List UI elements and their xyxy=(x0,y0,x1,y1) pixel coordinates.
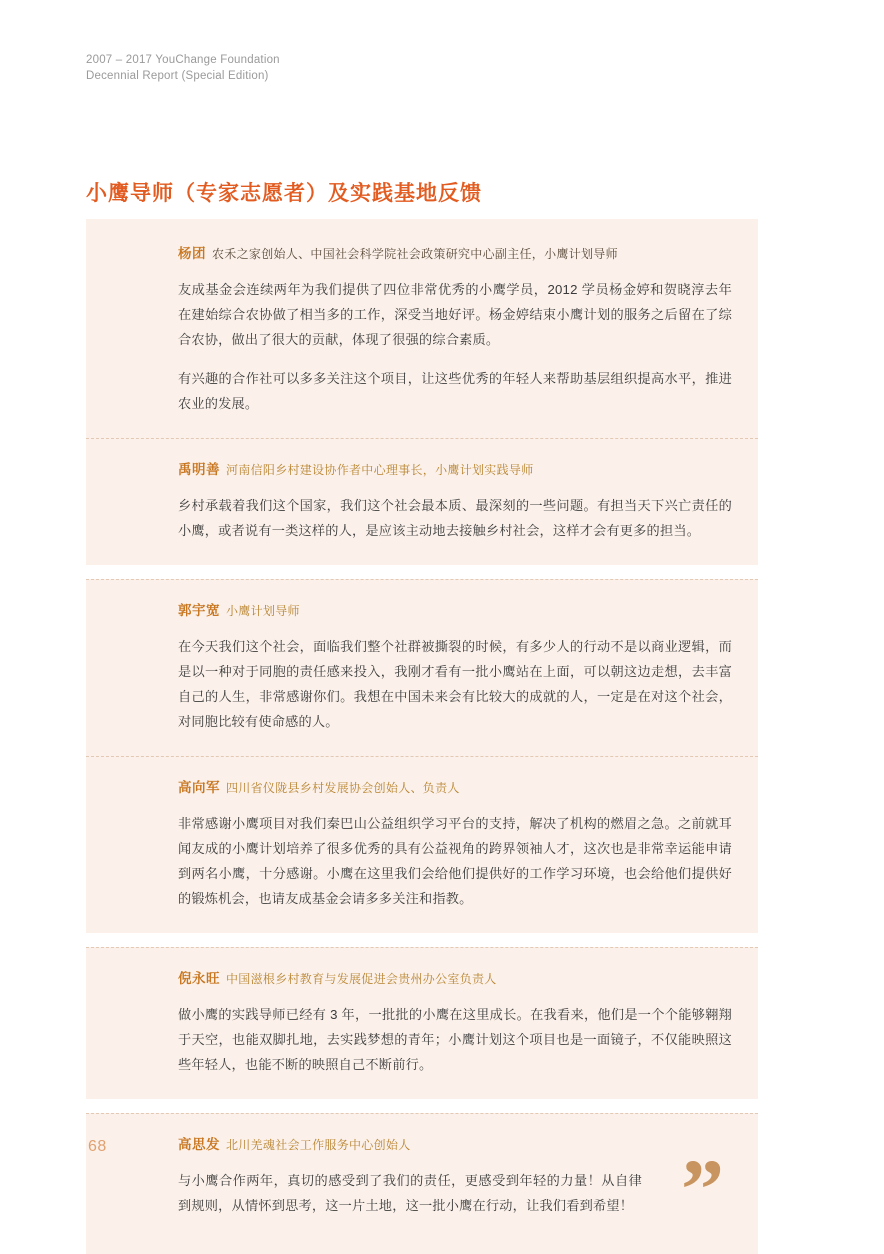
quote-block xyxy=(86,579,758,756)
quote-paragraph: 乡村承载着我们这个国家，我们这个社会最本质、最深刻的一些问题。有担当天下兴亡责任的小鹰，或者说有一类这样的人，是应该主动地去接触乡村社会，这样才会有更多的担当。 xyxy=(178,498,732,538)
close-quote-icon: ” xyxy=(681,1141,724,1237)
speaker-name: 高向军 xyxy=(178,780,220,795)
speaker-line xyxy=(178,779,732,797)
speaker-line xyxy=(178,970,732,988)
quote-paragraph: 友成基金会连续两年为我们提供了四位非常优秀的小鹰学员，2012 学员杨金婷和贺晓淳去年在建始综合农协做了相当多的工作，深受当地好评。杨金婷结束小鹰计划的服务之后留在了综合农协，做出了很大的贡献，体现了很强的综合素质。 xyxy=(178,282,732,347)
speaker-title: 河南信阳乡村建设协作者中心理事长，小鹰计划实践导师 xyxy=(226,463,534,477)
speaker-name: 高思发 xyxy=(178,1137,220,1152)
speaker-title: 中国滋根乡村教育与发展促进会贵州办公室负责人 xyxy=(226,972,497,986)
speaker-title: 农禾之家创始人、中国社会科学院社会政策研究中心副主任，小鹰计划导师 xyxy=(212,247,618,261)
header-line-1: 2007 – 2017 YouChange Foundation xyxy=(86,54,280,66)
block-spacer xyxy=(86,565,758,579)
speaker-name: 杨团 xyxy=(178,246,206,261)
speaker-line xyxy=(178,461,732,479)
quote-paragraph: 在今天我们这个社会，面临我们整个社群被撕裂的时候，有多少人的行动不是以商业逻辑，而是以一种对于同胞的责任感来投入，我刚才看有一批小鹰站在上面，可以朝这边走想，去丰富自己的人生，非常感谢你们。我想在中国未来会有比较大的成就的人，一定是在对这个社会，对同胞比较有使命感的人。 xyxy=(178,639,732,729)
speaker-line xyxy=(178,602,732,620)
speaker-name: 禹明善 xyxy=(178,462,220,477)
quote-block xyxy=(86,756,758,933)
speaker-title: 北川羌魂社会工作服务中心创始人 xyxy=(226,1138,411,1152)
quote-block xyxy=(86,219,758,438)
quote-block xyxy=(86,438,758,565)
running-header xyxy=(86,52,280,84)
block-spacer xyxy=(86,933,758,947)
quote-paragraph: 与小鹰合作两年，真切的感受到了我们的责任，更感受到年轻的力量！从自律到规则，从情怀到思考，这一片土地，这一批小鹰在行动，让我们看到希望！ xyxy=(178,1173,642,1213)
block-spacer xyxy=(86,1099,758,1113)
quote-paragraph: 有兴趣的合作社可以多多关注这个项目，让这些优秀的年轻人来帮助基层组织提高水平，推进农业的发展。 xyxy=(178,371,732,411)
quote-block xyxy=(86,947,758,1099)
quote-paragraph: 非常感谢小鹰项目对我们秦巴山公益组织学习平台的支持，解决了机构的燃眉之急。之前就耳闻友成的小鹰计划培养了很多优秀的具有公益视角的跨界领袖人才，这次也是非常幸运能申请到两名小鹰，十分感谢。小鹰在这里我们会给他们提供好的工作学习环境，也会给他们提供好的锻炼机会，也请友成基金会请多多关注和指教。 xyxy=(178,816,732,906)
quotes-list xyxy=(86,219,758,1254)
quote-block xyxy=(86,1113,758,1254)
speaker-title: 四川省仪陇县乡村发展协会创始人、负责人 xyxy=(226,781,460,795)
speaker-line xyxy=(178,245,732,263)
speaker-name: 郭宇宽 xyxy=(178,603,220,618)
speaker-title: 小鹰计划导师 xyxy=(226,604,300,618)
header-line-2: Decennial Report (Special Edition) xyxy=(86,70,269,82)
page-title: 小鹰导师（专家志愿者）及实践基地反馈 xyxy=(86,182,482,206)
speaker-name: 倪永旺 xyxy=(178,971,220,986)
page-number: 68 xyxy=(88,1138,107,1155)
speaker-line xyxy=(178,1136,732,1154)
quote-paragraph: 做小鹰的实践导师已经有 3 年，一批批的小鹰在这里成长。在我看来，他们是一个个能够翱翔于天空，也能双脚扎地，去实践梦想的青年；小鹰计划这个项目也是一面镜子，不仅能映照这些年轻人，也能不断的映照自己不断前行。 xyxy=(178,1007,732,1072)
